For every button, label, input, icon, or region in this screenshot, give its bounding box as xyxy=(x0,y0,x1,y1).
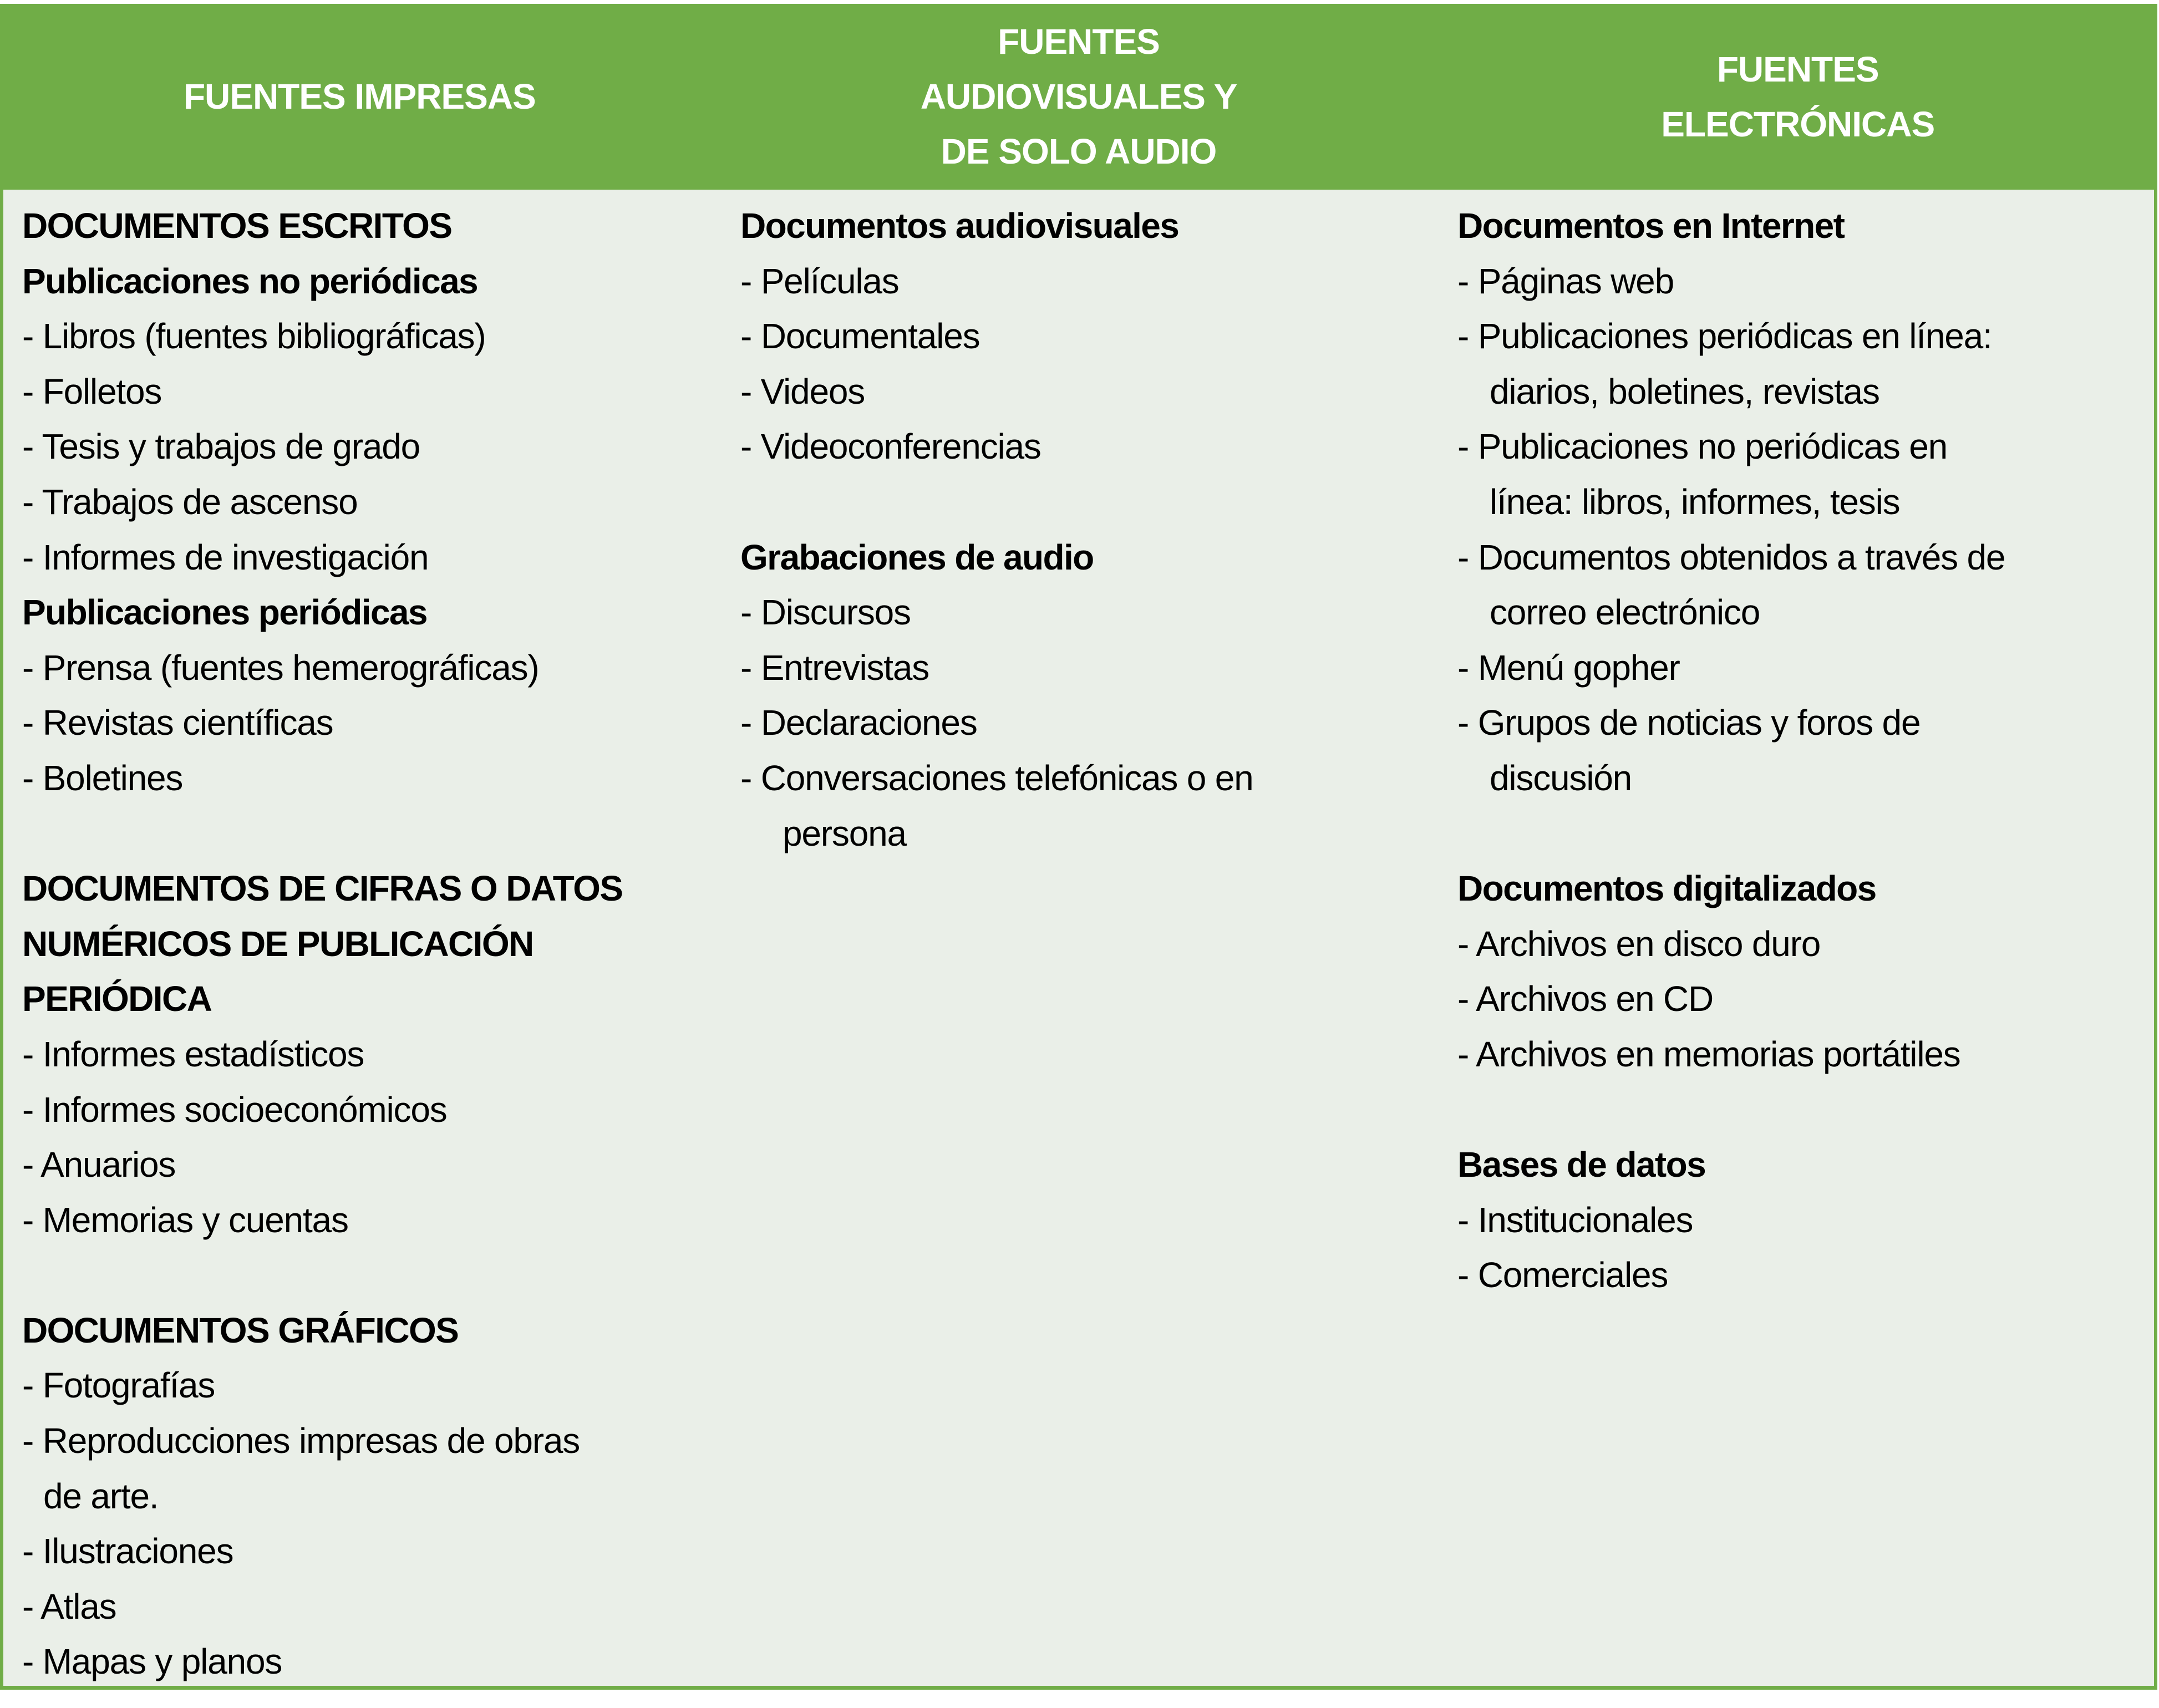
header-electronic-sources xyxy=(1438,4,2157,190)
list-item: - Informes socioeconómicos xyxy=(22,1089,447,1130)
section-title-graphic-documents: DOCUMENTOS GRÁFICOS xyxy=(22,1310,459,1350)
list-item-continuation: persona xyxy=(783,813,906,853)
section-title-digitized-documents: Documentos digitalizados xyxy=(1457,868,1876,909)
list-item: - Trabajos de ascenso xyxy=(22,481,358,522)
list-item: - Tesis y trabajos de grado xyxy=(22,426,420,467)
table-header xyxy=(0,4,2157,190)
list-item: - Archivos en CD xyxy=(1457,979,1713,1019)
list-item-continuation: línea: libros, informes, tesis xyxy=(1490,481,1900,522)
header-line: FUENTES xyxy=(998,22,1160,62)
list-item: - Archivos en memorias portátiles xyxy=(1457,1034,1960,1074)
list-item: - Comerciales xyxy=(1457,1255,1668,1295)
list-item: - Prensa (fuentes hemerográficas) xyxy=(22,647,539,688)
list-item-continuation: discusión xyxy=(1490,758,1632,798)
header-line: FUENTES xyxy=(1716,49,1879,89)
list-item: - Fotografías xyxy=(22,1365,215,1406)
list-item: - Ilustraciones xyxy=(22,1531,233,1572)
column-audiovisual-sources xyxy=(718,190,1435,1686)
list-item: - Películas xyxy=(740,261,899,301)
list-item: - Anuarios xyxy=(22,1145,176,1185)
list-item-continuation: correo electrónico xyxy=(1490,592,1760,633)
section-title-audiovisual-documents: Documentos audiovisuales xyxy=(740,206,1179,246)
table-body xyxy=(3,190,2154,1686)
list-item: - Boletines xyxy=(22,758,183,798)
list-item-continuation: diarios, boletines, revistas xyxy=(1490,371,1879,411)
list-item: - Publicaciones periódicas en línea: xyxy=(1457,316,1992,357)
column-electronic-sources xyxy=(1435,190,2154,1686)
list-item: - Videos xyxy=(740,371,865,411)
spacer xyxy=(740,475,1435,530)
spacer xyxy=(22,1248,718,1303)
list-item: - Reproducciones impresas de obras xyxy=(22,1421,580,1461)
subsection-title-periodical: Publicaciones periódicas xyxy=(22,592,427,633)
list-item: - Libros (fuentes bibliográficas) xyxy=(22,316,486,357)
list-item: - Páginas web xyxy=(1457,261,1674,301)
list-item: - Conversaciones telefónicas o en xyxy=(740,758,1253,798)
header-line: AUDIOVISUALES Y xyxy=(920,77,1237,116)
list-item: - Memorias y cuentas xyxy=(22,1199,348,1240)
header-audiovisual-sources xyxy=(719,4,1439,190)
list-item: - Informes de investigación xyxy=(22,537,429,577)
section-title-numeric-documents: DOCUMENTOS DE CIFRAS O DATOS xyxy=(22,868,623,909)
section-title-internet-documents: Documentos en Internet xyxy=(1457,206,1845,246)
spacer xyxy=(22,806,718,862)
list-item-continuation: de arte. xyxy=(43,1476,159,1516)
subsection-title-non-periodical: Publicaciones no periódicas xyxy=(22,261,478,301)
list-item: - Discursos xyxy=(740,592,911,633)
list-item: - Grupos de noticias y foros de xyxy=(1457,703,1921,743)
list-item: - Declaraciones xyxy=(740,703,977,743)
list-item: - Folletos xyxy=(22,371,162,411)
section-title-numeric-documents-line2: NUMÉRICOS DE PUBLICACIÓN xyxy=(22,923,534,964)
header-line: FUENTES IMPRESAS xyxy=(183,77,536,116)
list-item: - Institucionales xyxy=(1457,1199,1693,1240)
section-title-numeric-documents-line3: PERIÓDICA xyxy=(22,979,212,1019)
sources-table xyxy=(0,4,2157,1690)
spacer xyxy=(1457,806,2154,862)
header-line: DE SOLO AUDIO xyxy=(941,131,1217,171)
list-item: - Mapas y planos xyxy=(22,1641,282,1682)
column-printed-sources xyxy=(3,190,718,1686)
list-item: - Revistas científicas xyxy=(22,703,333,743)
list-item: - Atlas xyxy=(22,1586,116,1626)
list-item: - Menú gopher xyxy=(1457,647,1680,688)
list-item: - Informes estadísticos xyxy=(22,1034,364,1074)
list-item: - Documentos obtenidos a través de xyxy=(1457,537,2005,577)
list-item: - Videoconferencias xyxy=(740,426,1041,467)
section-title-audio-recordings: Grabaciones de audio xyxy=(740,537,1094,577)
section-title-databases: Bases de datos xyxy=(1457,1145,1706,1185)
section-title-written-documents: DOCUMENTOS ESCRITOS xyxy=(22,206,452,246)
list-item: - Documentales xyxy=(740,316,980,357)
list-item: - Archivos en disco duro xyxy=(1457,923,1821,964)
header-line: ELECTRÓNICAS xyxy=(1661,104,1935,144)
header-printed-sources xyxy=(0,4,719,190)
list-item: - Entrevistas xyxy=(740,647,929,688)
list-item: - Publicaciones no periódicas en xyxy=(1457,426,1948,467)
spacer xyxy=(1457,1082,2154,1138)
